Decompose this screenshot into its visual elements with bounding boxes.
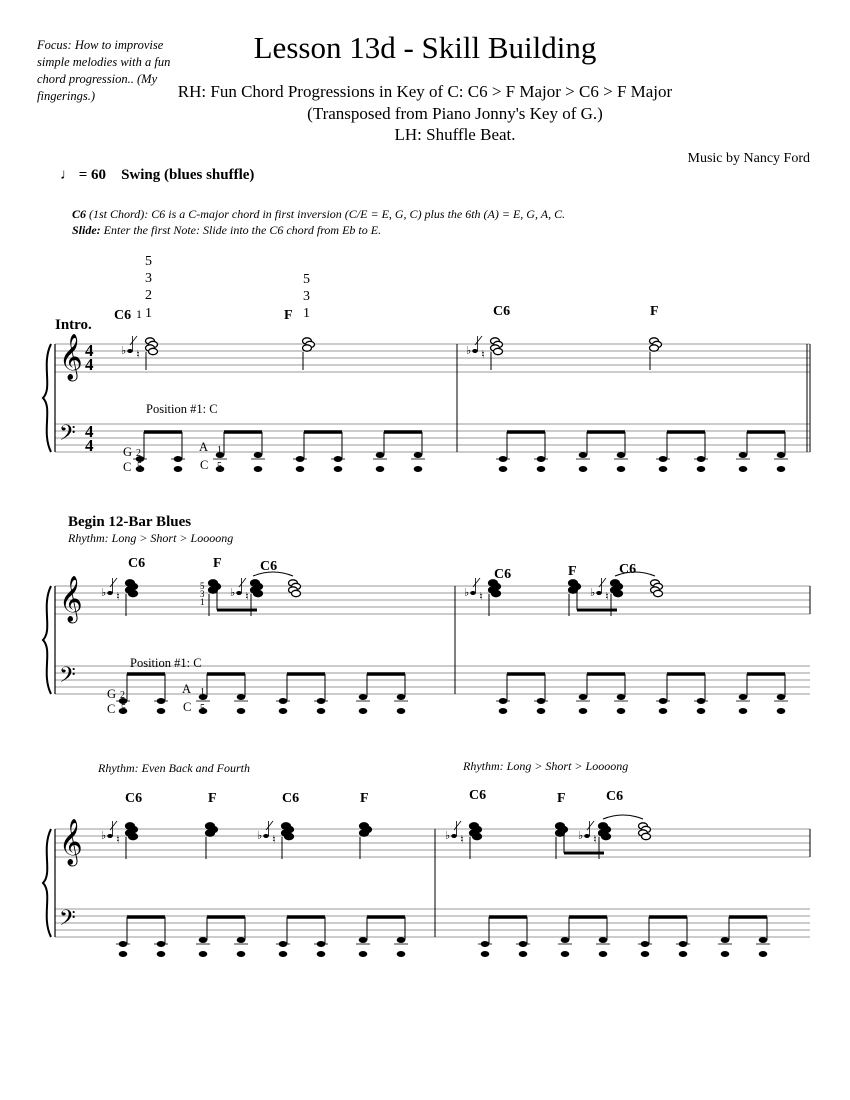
lh-note-name: C	[107, 702, 116, 716]
treble-clef-icon: 𝄞	[59, 819, 83, 864]
chord-symbol: F	[557, 791, 566, 806]
notehead	[209, 587, 218, 593]
notehead	[279, 951, 288, 957]
notehead	[360, 830, 369, 836]
notehead	[602, 833, 611, 839]
grace-note	[451, 834, 457, 838]
lh-fingering: 1	[217, 445, 222, 456]
notehead	[777, 694, 786, 700]
chord-symbol: F	[208, 791, 217, 806]
notehead	[237, 708, 246, 714]
notehead	[614, 590, 623, 596]
slide-note-text: Enter the first Note: Slide into the C6 chord from Eb to E.	[100, 223, 382, 237]
notehead	[679, 951, 688, 957]
notation-marks	[101, 336, 788, 957]
notehead	[499, 466, 508, 472]
flat-icon: ♭	[121, 345, 127, 357]
notehead	[174, 466, 183, 472]
notehead	[157, 708, 166, 714]
notehead	[777, 466, 786, 472]
notehead	[414, 466, 423, 472]
tempo-value: ♩ = 60	[60, 167, 107, 183]
notehead	[492, 590, 501, 596]
grace-note	[470, 591, 476, 595]
notehead	[697, 466, 706, 472]
notehead	[739, 708, 748, 714]
chord-symbol: C6	[282, 791, 300, 806]
notehead	[481, 951, 490, 957]
time-signature-bottom: 4	[85, 355, 94, 374]
notehead	[473, 833, 482, 839]
notehead	[759, 937, 768, 943]
flat-icon: ♭	[466, 345, 472, 357]
notehead	[617, 452, 626, 458]
notehead	[149, 348, 158, 354]
notehead	[739, 452, 748, 458]
notehead	[617, 466, 626, 472]
notehead	[579, 466, 588, 472]
flat-icon: ♭	[445, 830, 451, 842]
section-12-bar-blues: Begin 12-Bar Blues	[68, 514, 192, 530]
fingering: 1	[200, 597, 205, 607]
time-signature-top: 4	[85, 422, 94, 441]
lh-fingering: 5	[137, 461, 142, 472]
chord-symbol: C6	[125, 791, 143, 806]
notehead	[397, 694, 406, 700]
notehead	[397, 937, 406, 943]
notehead	[599, 937, 608, 943]
notehead	[296, 466, 305, 472]
notehead	[537, 466, 546, 472]
notehead	[376, 452, 385, 458]
notehead	[206, 830, 215, 836]
natural-icon: ♮	[605, 591, 609, 603]
lh-note-name: A	[182, 682, 192, 696]
treble-clef-icon: 𝄞	[59, 576, 83, 621]
subtitle-line-1: RH: Fun Chord Progressions in Key of C: C6 > F Major > C6 > F Major	[177, 82, 673, 101]
notehead	[599, 951, 608, 957]
brace-icon	[43, 829, 51, 937]
notehead	[285, 833, 294, 839]
notehead	[650, 345, 659, 351]
natural-icon: ♮	[116, 834, 120, 846]
flat-icon: ♭	[464, 587, 470, 599]
notehead	[659, 466, 668, 472]
fingering: 5	[200, 581, 205, 591]
lh-fingering: 1	[200, 687, 205, 698]
notehead	[499, 708, 508, 714]
notehead	[654, 590, 663, 596]
natural-icon: ♮	[481, 349, 485, 361]
notehead	[359, 694, 368, 700]
notehead	[119, 951, 128, 957]
chord-symbol: C6	[114, 308, 132, 323]
grace-note	[596, 591, 602, 595]
chord-symbol: F	[213, 556, 222, 571]
chord-symbol: C6	[619, 562, 637, 577]
rhythm-label: Rhythm: Even Back and Fourth	[98, 761, 250, 775]
notehead	[292, 590, 301, 596]
notehead	[237, 937, 246, 943]
lh-fingering: 5	[217, 461, 222, 472]
chord-symbol: F	[284, 308, 293, 323]
natural-icon: ♮	[136, 349, 140, 361]
notehead	[157, 951, 166, 957]
fingering: 1	[303, 306, 310, 321]
lh-fingering: 5	[121, 703, 126, 714]
notehead	[697, 708, 706, 714]
notehead	[397, 951, 406, 957]
flat-icon: ♭	[590, 587, 596, 599]
fingering: 5	[303, 272, 310, 287]
notehead	[519, 951, 528, 957]
chord-symbol: F	[360, 791, 369, 806]
grace-note	[236, 591, 242, 595]
notehead	[759, 951, 768, 957]
notehead	[317, 951, 326, 957]
notehead	[537, 708, 546, 714]
natural-icon: ♮	[116, 591, 120, 603]
tie	[603, 815, 643, 819]
notehead	[199, 937, 208, 943]
grace-note	[584, 834, 590, 838]
natural-icon: ♮	[593, 834, 597, 846]
brace-icon	[43, 586, 51, 694]
position-label: Position #1: C	[146, 402, 218, 416]
grace-note	[107, 591, 113, 595]
notehead	[376, 466, 385, 472]
notehead	[303, 345, 312, 351]
flat-icon: ♭	[101, 830, 107, 842]
treble-clef-icon: 𝄞	[59, 334, 83, 379]
chord-symbol: C6	[469, 788, 487, 803]
grace-note	[472, 349, 478, 353]
notehead	[494, 348, 503, 354]
notehead	[254, 452, 263, 458]
rhythm-label: Rhythm: Long > Short > Loooong	[68, 531, 234, 545]
lh-fingering: 2	[136, 448, 141, 459]
subtitle-line-2: (Transposed from Piano Jonny's Key of G.)	[307, 104, 603, 123]
notehead	[129, 590, 138, 596]
brace-icon	[43, 344, 51, 452]
rhythm-label: Rhythm: Long > Short > Loooong	[463, 759, 629, 773]
lh-fingering: 5	[200, 703, 205, 714]
notehead	[359, 708, 368, 714]
chord-symbol: C6	[128, 556, 146, 571]
notehead	[739, 466, 748, 472]
lh-note-name: G	[123, 445, 133, 459]
chord-symbol: C6	[493, 304, 511, 319]
lh-note-name: C	[123, 460, 132, 474]
notehead	[777, 452, 786, 458]
fingering: 3	[145, 271, 152, 286]
time-signature-bottom: 4	[85, 436, 94, 455]
grace-note	[107, 834, 113, 838]
flat-icon: ♭	[230, 587, 236, 599]
natural-icon: ♮	[272, 834, 276, 846]
notehead	[721, 937, 730, 943]
lh-note-name: A	[199, 440, 209, 454]
slide-note-label: Slide:	[72, 223, 101, 237]
notehead	[397, 708, 406, 714]
notehead	[642, 833, 651, 839]
notehead	[579, 694, 588, 700]
flat-icon: ♭	[101, 587, 107, 599]
staves	[43, 334, 810, 937]
fingering: 5	[145, 254, 152, 269]
notehead	[561, 937, 570, 943]
c6-note-text: (1st Chord): C6 is a C-major chord in first inversion (C/E = E, G, C) plus the 6th (A) = E, G, A, C.	[86, 207, 566, 221]
natural-icon: ♮	[460, 834, 464, 846]
natural-icon: ♮	[245, 591, 249, 603]
notehead	[739, 694, 748, 700]
notehead	[254, 466, 263, 472]
notehead	[659, 708, 668, 714]
notehead	[617, 694, 626, 700]
notehead	[617, 708, 626, 714]
section-intro: Intro.	[55, 317, 92, 333]
c6-note-label: C6	[72, 207, 87, 221]
notehead	[199, 951, 208, 957]
composer: Music by Nancy Ford	[687, 151, 810, 166]
time-signature-top: 4	[85, 341, 94, 360]
notehead	[237, 951, 246, 957]
chord-symbol: F	[568, 564, 577, 579]
flat-icon: ♭	[578, 830, 584, 842]
grace-fingering: 1	[136, 307, 142, 321]
notehead	[556, 830, 565, 836]
grace-note	[263, 834, 269, 838]
lh-note-name: C	[183, 700, 192, 714]
notehead	[569, 587, 578, 593]
notehead	[579, 708, 588, 714]
fingering: 2	[145, 288, 152, 303]
lh-note-name: G	[107, 687, 117, 701]
notehead	[561, 951, 570, 957]
notehead	[777, 708, 786, 714]
fingering: 3	[200, 589, 205, 599]
notehead	[334, 466, 343, 472]
bass-clef-icon: 𝄢	[59, 906, 76, 935]
notehead	[721, 951, 730, 957]
focus-note: Focus: How to improvise simple melodies with a fun chord progression.. (My fingerings.)	[37, 38, 171, 103]
bass-clef-icon: 𝄢	[59, 663, 76, 692]
chord-symbol: C6	[260, 559, 278, 574]
notehead	[254, 590, 263, 596]
lh-fingering: 2	[120, 690, 125, 701]
notehead	[129, 833, 138, 839]
position-label: Position #1: C	[130, 656, 202, 670]
notehead	[279, 708, 288, 714]
bass-clef-icon: 𝄢	[59, 421, 76, 450]
grace-note	[127, 349, 133, 353]
notehead	[359, 951, 368, 957]
chord-symbol: F	[650, 304, 659, 319]
flat-icon: ♭	[257, 830, 263, 842]
notehead	[359, 937, 368, 943]
notehead	[317, 708, 326, 714]
natural-icon: ♮	[479, 591, 483, 603]
notehead	[414, 452, 423, 458]
notehead	[237, 694, 246, 700]
fingering: 3	[303, 289, 310, 304]
chord-symbol: C6	[606, 789, 624, 804]
subtitle-line-3: LH: Shuffle Beat.	[394, 125, 516, 144]
page-title: Lesson 13d - Skill Building	[253, 30, 597, 65]
fingering: 1	[145, 306, 152, 321]
lh-note-name: C	[200, 458, 209, 472]
notehead	[579, 452, 588, 458]
style-marking: Swing (blues shuffle)	[121, 167, 255, 183]
notehead	[641, 951, 650, 957]
chord-symbol: C6	[494, 567, 512, 582]
